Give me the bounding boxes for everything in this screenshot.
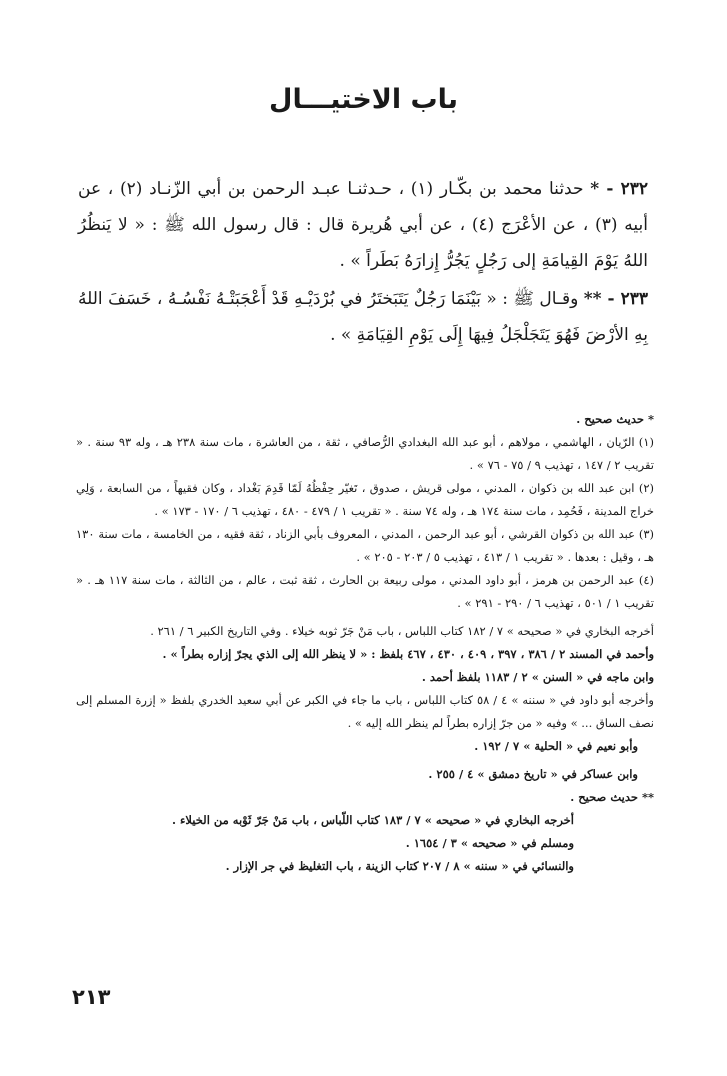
page-number: ٢١٣ xyxy=(72,985,111,1009)
footnote-line: وأبو نعيم في « الحلية » ٧ / ١٩٢ . xyxy=(474,739,638,753)
footnotes xyxy=(76,408,654,878)
footnote-line: (٣) عبد الله بن ذكوان القرشي ، أبو عبد الرحمن ، المدني ، المعروف بأبي الزناد ، ثقة فقيه ، من الخامسة ، مات سنة ١٣٠ هـ ، وقيل : بعدها . « تقريب ١ / ٤١٣ ، تهذيب ٥ / ٢٠٣ - ٢٠٥ » . xyxy=(76,527,654,564)
hadith-233 xyxy=(78,281,648,353)
footnote-line: أخرجه البخاري في « صحيحه » ٧ / ١٨٢ كتاب اللباس ، باب مَنْ جَرّ ثوبه خيلاء . وفي التاريخ الكبير ٦ / ٢٦١ . xyxy=(150,624,654,638)
footnote-line: ومسلم في « صحيحه » ٣ / ١٦٥٤ . xyxy=(405,836,574,850)
footnote-line: (٢) ابن عبد الله بن ذكوان ، المدني ، مولى قريش ، صدوق ، تَغيّر حِفْظُهُ لَمّا قَدِمَ بَغْداد ، وكان فقيهاً ، من السابعة ، وَلِي خراج المدينة ، فَحُمِد ، مات سنة ١٧٤ هـ ، وله ٧٤ سنة . « تقريب ١ / ٤٧٩ - ٤٨٠ ، تهذيب ٦ / ١٧٠ - ١٧٣ » . xyxy=(76,481,654,518)
footnote-line: وابن ماجه في « السنن » ٢ / ١١٨٣ بلفظ أحمد . xyxy=(421,670,654,684)
footnote-line: وأحمد في المسند ٢ / ٣٨٦ ، ٣٩٧ ، ٤٠٩ ، ٤٣٠ ، ٤٦٧ بلفظ : « لا ينظر الله إلى الذي يجرّ إزاره بطراً » . xyxy=(162,647,654,661)
hadith-232 xyxy=(78,171,648,279)
footnote-line: (١) الرّيان ، الهاشمي ، مولاهم ، أبو عبد الله البغدادي الرُّصافي ، ثقة ، من العاشرة ، مات سنة ٢٣٨ هـ ، وله ٩٣ سنة . « تقريب ٢ / ١٤٧ ، تهذيب ٩ / ٧٥ - ٧٦ » . xyxy=(76,435,654,472)
footnote-line: وابن عساكر في « تاريخ دمشق » ٤ / ٢٥٥ . xyxy=(428,767,638,781)
footnote-line: والنسائي في « سننه » ٨ / ٢٠٧ كتاب الزينة ، باب التغليظ في جر الإزار . xyxy=(225,859,574,873)
hadith-number: ٢٣٢ - * xyxy=(590,179,649,199)
footnote-line: * حديث صحيح . xyxy=(576,412,654,426)
hadith-number: ٢٣٣ - ** xyxy=(583,289,648,309)
footnote-line: (٤) عبد الرحمن بن هرمز ، أبو داود المدني ، مولى ربيعة بن الحارث ، ثقة ثبت ، عالم ، من الثالثة ، مات سنة ١١٧ هـ . « تقريب ١ / ٥٠١ ، تهذيب ٦ / ٢٩٠ - ٢٩١ » . xyxy=(76,573,654,610)
hadith-text: حدثنا محمد بن بكّـار (١) ، حـدثنـا عبـد الرحمن بن أبي الزّنـاد (٢) ، عن أبيه (٣) ، عن الأعْرَج (٤) ، عن أبي هُريرة قال : قال رسول الله ﷺ : « لا يَنظُرُ اللهُ يَوْمَ القِيامَةِ إلى رَجُلٍ يَجُرُّ إِزارَهُ بَطَراً » . xyxy=(78,179,648,271)
hadith-text: وقـال ﷺ : « بَيْنَمَا رَجُلٌ يَتَبَختَرُ في بُرْدَيْـهِ قَدْ أَعْجَبَتْـهُ نَفْسُـهُ ، خَسَفَ اللهُ بِهِ الأرْضَ فَهُوَ يَتَجَلْجَلُ فِيهَا إِلَى يَوْمِ القِيَامَةِ » . xyxy=(78,289,648,345)
chapter-title: باب الاختيـــال xyxy=(269,84,458,115)
footnote-line: وأخرجه أبو داود في « سننه » ٤ / ٥٨ كتاب اللباس ، باب ما جاء في الكبر عن أبي سعيد الخدري بلفظ « إزرة المسلم إلى نصف الساق ... » وفيه « من جرّ إزاره بطراً لم ينظر الله إليه » . xyxy=(76,693,654,730)
footnote-line: ** حديث صحيح . xyxy=(570,790,654,804)
footnote-line: أخرجه البخاري في « صحيحه » ٧ / ١٨٣ كتاب اللّباس ، باب مَنْ جَرّ ثَوْبه من الخيلاء . xyxy=(172,813,574,827)
